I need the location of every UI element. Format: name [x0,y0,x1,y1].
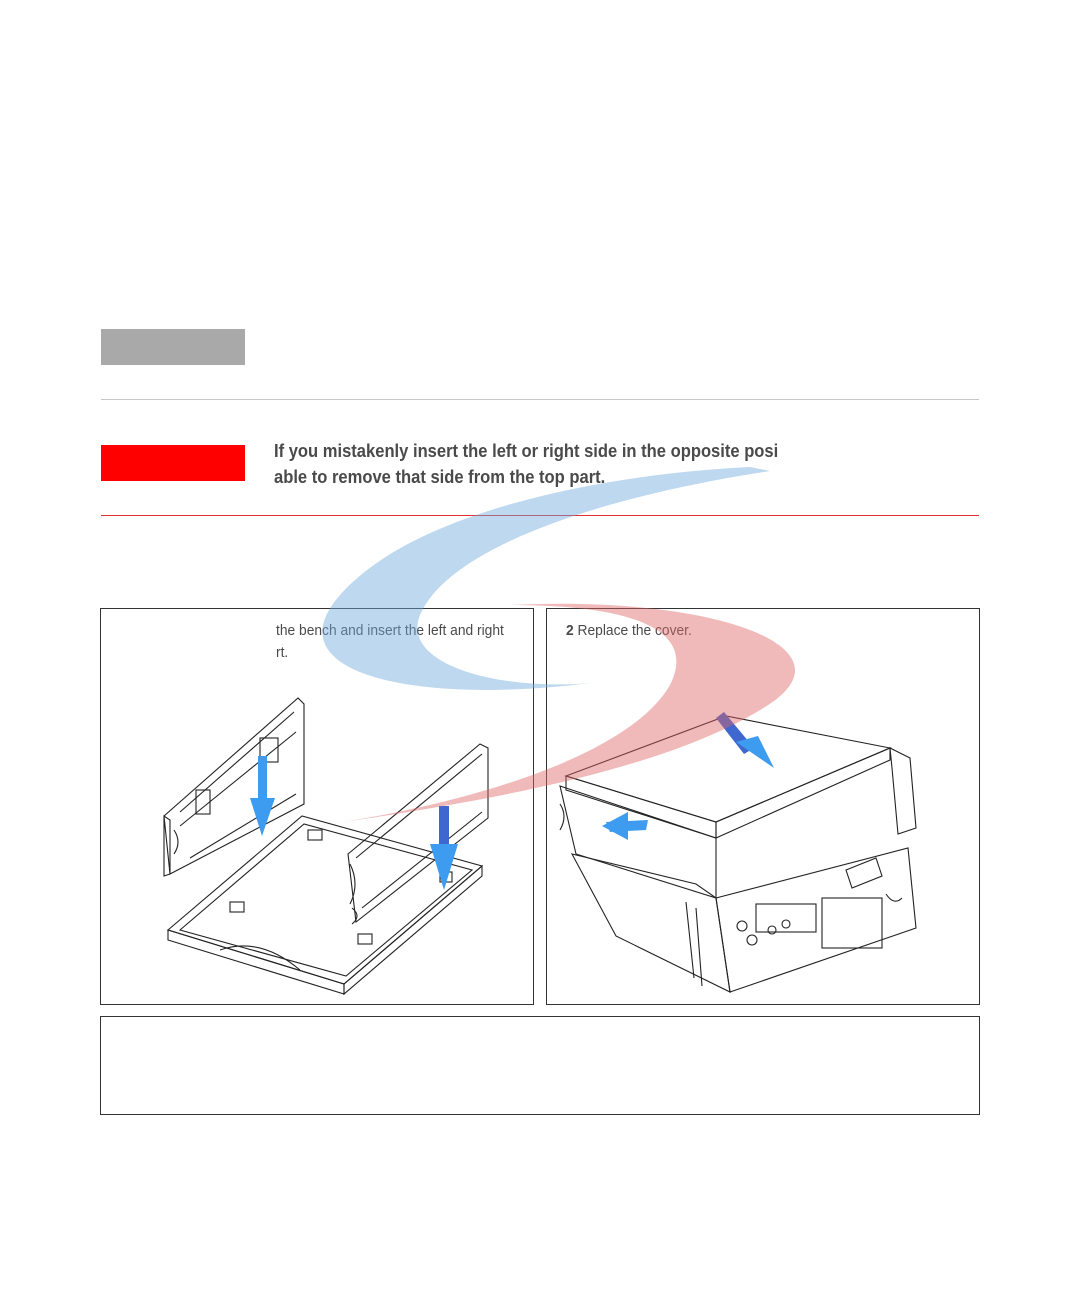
step-2-label: Replace the cover. [577,622,692,639]
caution-text: If you mistakenly insert the left or right side in the opposite posi able to remove that side from the top part. [274,441,779,487]
note-label-bar [101,329,245,365]
notes-panel [100,1016,980,1115]
caution-label-bar [101,445,245,481]
step-2-number: 2 [566,622,574,639]
section-divider [101,399,979,400]
s-swoosh-logo [290,455,790,835]
step-1-text: the bench and insert the left and right rt. [276,622,504,661]
